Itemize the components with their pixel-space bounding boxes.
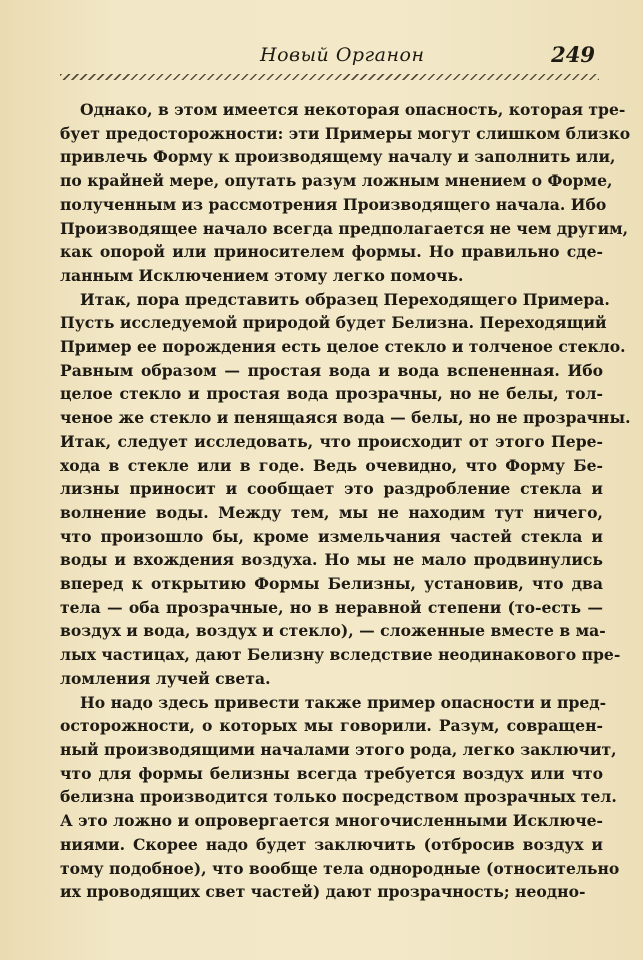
page-number: 249 [551, 42, 595, 67]
text-line: ниями. Скорее надо будет заключить (отбросив воздух и [60, 834, 603, 854]
text-line: Производящее начало всегда предполагается не чем другим, [60, 218, 629, 238]
paragraph [60, 288, 631, 691]
text-line: Итак, следует исследовать, что происходит от этого Пере- [60, 431, 603, 451]
text-line: хода в стекле или в годе. Ведь очевидно, что Форму Бе- [60, 455, 603, 475]
text-line: вперед к открытию Формы Белизны, установив, что два [60, 574, 603, 594]
text-line: как опорой или приносителем формы. Но правильно сде- [60, 242, 603, 262]
text-line: Но надо здесь привести также пример опасности и пред- [80, 692, 607, 712]
text-line: привлечь Форму к производящему началу и заполнить или, [60, 147, 616, 167]
text-line: ченое же стекло и пенящаяся вода — белы, но не прозрачны. [60, 408, 631, 428]
text-line: Пример ее порождения есть целое стекло и толченое стекло. [60, 337, 626, 357]
text-line: воды и вхождения воздуха. Но мы не мало продвинулись [60, 550, 603, 570]
text-line: целое стекло и простая вода прозрачны, но не белы, тол- [60, 384, 603, 404]
text-line: лых частицах, дают Белизну вследствие неодинакового пре- [60, 645, 621, 665]
text-line: волнение воды. Между тем, мы не находим тут ничего, [60, 502, 603, 522]
text-line: что произошло бы, кроме измельчания частей стекла и [60, 526, 603, 546]
text-line: А это ложно и опровергается многочисленными Исключе- [60, 811, 603, 831]
text-line: полученным из рассмотрения Производящего начала. Ибо [60, 194, 607, 214]
text-line: Итак, пора представить образец Переходящего Примера. [80, 289, 610, 309]
text-line: белизна производится только посредством прозрачных тел. [60, 787, 617, 807]
paragraph [60, 98, 631, 288]
running-title: Новый Органон [260, 44, 425, 66]
text-line: ный производящими началами этого рода, легко заключит, [60, 739, 617, 759]
text-line: по крайней мере, опутать разум ложным мнением о Форме, [60, 171, 613, 191]
text-line: Однако, в этом имеется некоторая опасность, которая тре- [80, 100, 626, 119]
text-line: Равным образом — простая вода и вода вспененная. Ибо [60, 360, 603, 380]
text-line: тому подобное), что вообще тела однородные (относительно [60, 858, 620, 878]
text-line: воздух и вода, воздух и стекло), — сложенные вместе в ма- [60, 621, 606, 641]
text-line: Пусть исследуемой природой будет Белизна. Переходящий [60, 313, 607, 333]
paragraph [60, 691, 620, 904]
text-line: их проводящих свет частей) дают прозрачность; неодно- [60, 882, 586, 902]
text-line: бует предосторожности: эти Примеры могут слишком близко [60, 123, 631, 143]
header-rule [60, 74, 599, 80]
text-line: что для формы белизны всегда требуется воздух или что [60, 763, 603, 783]
body-text [60, 98, 631, 904]
text-line: осторожности, о которых мы говорили. Разум, совращен- [60, 716, 603, 736]
text-line: ланным Исключением этому легко помочь. [60, 265, 464, 285]
text-line: ломления лучей света. [60, 668, 271, 688]
page-header [60, 44, 599, 74]
text-line: тела — оба прозрачные, но в неравной степени (то-есть — [60, 597, 603, 617]
text-line: лизны приносит и сообщает это раздробление стекла и [60, 479, 603, 499]
